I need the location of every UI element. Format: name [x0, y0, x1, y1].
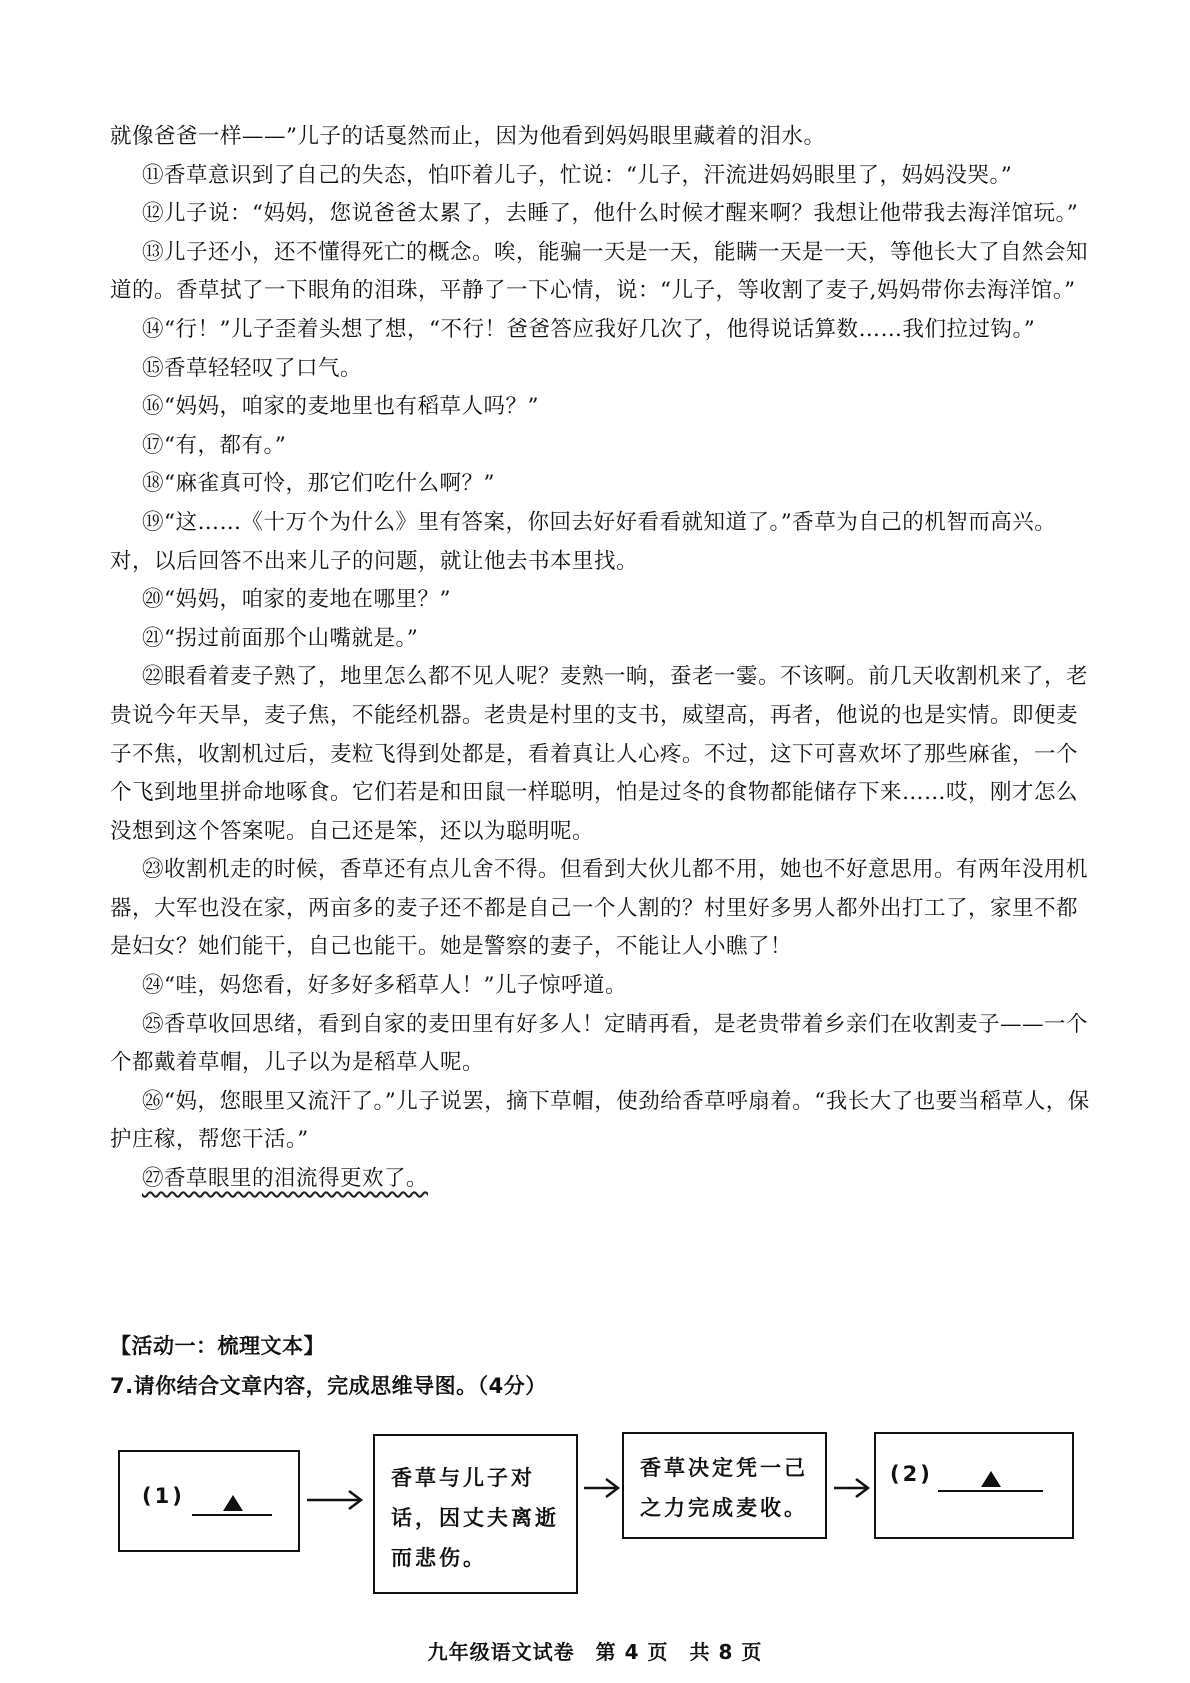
- paragraph-continued: 就像爸爸一样——”儿子的话戛然而止，因为他看到妈妈眼里藏着的泪水。: [110, 124, 826, 149]
- box-3-text: 香草决定凭一己之力完成麦收。: [640, 1456, 808, 1520]
- paragraph-24: ㉔“哇，妈您看，好多好多稻草人！”儿子惊呼道。: [142, 973, 627, 999]
- reading-passage: [110, 118, 1090, 1199]
- box-2-text: 香草与儿子对话，因丈夫离逝而悲伤。: [391, 1466, 559, 1570]
- triangle-marker-icon: [981, 1471, 1001, 1487]
- paragraph-13: ⑬儿子还小，还不懂得死亡的概念。唉，能骗一天是一天，能瞒一天是一天，等他长大了自然会知道的。香草拭了一下眼角的泪珠，平静了一下心情，说：“儿子，等收割了麦子,妈妈带你去海洋馆。”: [110, 239, 1089, 304]
- mind-map-box-4: [874, 1432, 1074, 1539]
- paragraph-16: ⑯“妈妈，咱家的麦地里也有稻草人吗？”: [142, 394, 539, 420]
- paragraph-23: ㉓收割机走的时候，香草还有点儿舍不得。但看到大伙儿都不用，她也不好意思用。有两年没用机器，大军也没在家，两亩多的麦子还不都是自己一个人割的？村里好多男人都外出打工了，家里不都是妇女？她们能干，自己也能干。她是警察的妻子，不能让人小瞧了！: [110, 857, 1089, 960]
- triangle-marker-icon: [223, 1495, 243, 1511]
- paragraph-12: ⑫儿子说：“妈妈，您说爸爸太累了，去睡了，他什么时候才醒来啊？我想让他带我去海洋馆玩。”: [142, 201, 1079, 227]
- paragraph-15: ⑮香草轻轻叹了口气。: [142, 355, 363, 381]
- paragraph-26: ㉖“妈，您眼里又流汗了。”儿子说罢，摘下草帽，使劲给香草呼扇着。“我长大了也要当稻草人，保护庄稼，帮您干活。”: [110, 1088, 1090, 1153]
- arrow-right-icon: [305, 1488, 367, 1512]
- mind-map-box-1: [118, 1450, 300, 1552]
- paragraph-14: ⑭“行！”儿子歪着头想了想，“不行！爸爸答应我好几次了，他得说话算数……我们拉过钩。”: [142, 316, 1036, 342]
- blank-2-line[interactable]: [938, 1490, 1043, 1492]
- paragraph-11: ⑪香草意识到了自己的失态，怕吓着儿子，忙说：“儿子，汗流进妈妈眼里了，妈妈没哭。”: [142, 162, 1013, 188]
- blank-1-line[interactable]: [192, 1514, 272, 1516]
- paragraph-21: ㉑“拐过前面那个山嘴就是。”: [142, 625, 419, 651]
- paragraph-20: ⑳“妈妈，咱家的麦地在哪里？”: [142, 587, 451, 613]
- paragraph-18: ⑱“麻雀真可怜，那它们吃什么啊？”: [142, 471, 495, 497]
- paragraph-25: ㉕香草收回思绪，看到自家的麦田里有好多人！定睛再看，是老贵带着乡亲们在收割麦子——一个个都戴着草帽，儿子以为是稻草人呢。: [110, 1011, 1089, 1076]
- paragraph-27: ㉗香草眼里的泪流得更欢了。: [142, 1166, 429, 1192]
- arrow-right-icon: [582, 1476, 622, 1500]
- question-7: 7.请你结合文章内容，完成思维导图。（4分）: [110, 1374, 547, 1398]
- blank-2-label: (2): [890, 1462, 933, 1486]
- blank-1-label: (1): [142, 1484, 185, 1508]
- page-footer: 九年级语文试卷 第 4 页 共 8 页: [427, 1640, 763, 1664]
- arrow-right-icon: [832, 1476, 872, 1500]
- paragraph-17: ⑰“有，都有。”: [142, 432, 287, 458]
- paragraph-27-wrap: [110, 1160, 1090, 1199]
- activity-heading: 【活动一：梳理文本】: [110, 1334, 325, 1358]
- paragraph-22: ㉒眼看着麦子熟了，地里怎么都不见人呢？麦熟一晌，蚕老一霎。不该啊。前几天收割机来了，老贵说今年天旱，麦子焦，不能经机器。老贵是村里的支书，威望高，再者，他说的也是实情。即便麦子不焦，收割机过后，麦粒飞得到处都是，看着真让人心疼。不过，这下可喜欢坏了那些麻雀，一个个飞到地里拼命地啄食。它们若是和田鼠一样聪明，怕是过冬的食物都能储存下来……哎，刚才怎么没想到这个答案呢。自己还是笨，还以为聪明呢。: [110, 664, 1089, 844]
- mind-map-box-3: [622, 1432, 827, 1539]
- mind-map-box-2: [373, 1434, 578, 1594]
- paragraph-19: ⑲“这……《十万个为什么》里有答案，你回去好好看看就知道了。”香草为自己的机智而高兴。对，以后回答不出来儿子的问题，就让他去书本里找。: [110, 509, 1057, 574]
